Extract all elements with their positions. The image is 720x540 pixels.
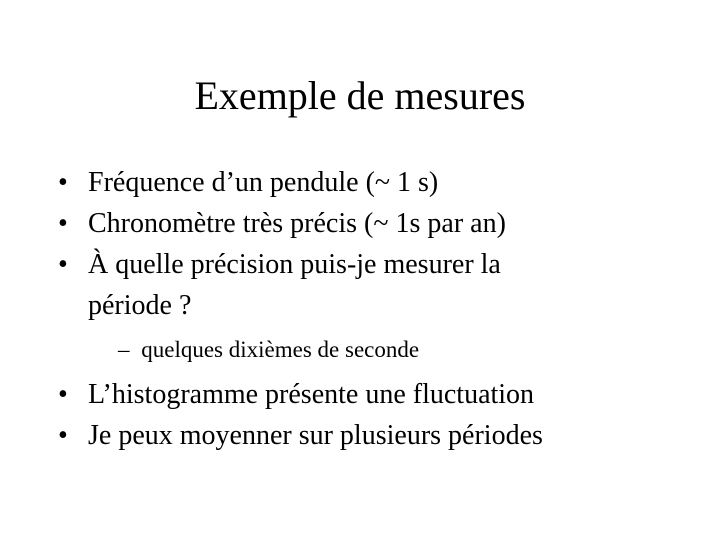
bullet-text: Chronomètre très précis (~ 1s par an)	[88, 208, 506, 239]
bullet-icon: •	[58, 249, 68, 280]
slide-title: Exemple de mesures	[194, 73, 526, 118]
bullet-list	[58, 162, 698, 456]
bullet-icon: •	[58, 420, 68, 451]
sub-bullet-item	[118, 335, 698, 365]
bullet-item	[58, 203, 698, 244]
bullet-item	[58, 374, 698, 415]
bullet-text: Je peux moyenner sur plusieurs périodes	[88, 420, 543, 451]
sub-bullet-text: quelques dixièmes de seconde	[141, 337, 420, 362]
bullet-text: L’histogramme présente une fluctuation	[88, 379, 535, 410]
bullet-item	[58, 162, 698, 203]
bullet-text: Fréquence d’un pendule (~ 1 s)	[88, 167, 439, 198]
bullet-text-line-2: période ?	[88, 290, 192, 321]
bullet-text-line-1: À quelle précision puis-je mesurer la	[88, 249, 501, 280]
bullet-icon: •	[58, 379, 68, 410]
bullet-item	[58, 244, 698, 326]
bullet-icon: •	[58, 208, 68, 239]
dash-icon: –	[118, 337, 130, 362]
bullet-icon: •	[58, 167, 68, 198]
bullet-item	[58, 415, 698, 456]
